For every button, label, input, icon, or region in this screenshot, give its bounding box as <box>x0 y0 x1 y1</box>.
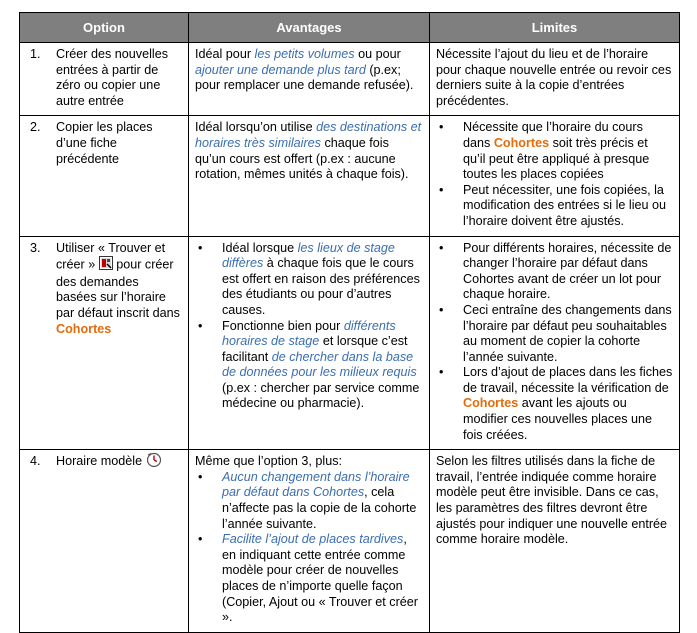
option-number: 2. <box>30 120 41 135</box>
emphasis: les petits volumes <box>254 47 355 61</box>
option-text: Utiliser « Trouver et créer » <box>56 240 166 272</box>
list-item <box>195 241 423 319</box>
bullet-icon: • <box>439 120 444 135</box>
text: (p.ex : chercher par service comme médecine ou pharmacie). <box>222 380 420 411</box>
option-cell <box>20 450 189 633</box>
list-item <box>195 319 423 413</box>
text: ou pour <box>354 47 401 61</box>
bullet-icon: • <box>439 182 444 197</box>
list-item <box>436 183 673 230</box>
emphasis: Aucun changement dans l’horaire par défaut dans Cohortes <box>222 469 410 500</box>
header-limites: Limites <box>430 13 680 43</box>
text: Pour différents horaires, nécessite de changer l’horaire par défaut dans Cohortes avant de créer un lot pour chaque horaire. <box>463 240 672 302</box>
bullet-icon: • <box>198 240 203 255</box>
header-avantages: Avantages <box>189 13 430 43</box>
bullet-icon: • <box>198 469 203 484</box>
text: Idéal lorsqu’on utilise <box>195 120 317 135</box>
text: Idéal pour <box>195 47 255 61</box>
brand-name: Cohortes <box>56 321 112 336</box>
text: , cela n’affecte pas la copie de la cohorte l’année suivante. <box>222 485 417 531</box>
table-row <box>20 450 680 633</box>
list-item <box>436 241 673 303</box>
emphasis: de chercher dans la base de données pour les milieux requis <box>222 349 417 380</box>
text: Idéal lorsque <box>222 240 298 255</box>
limits-cell <box>430 116 680 236</box>
limits-cell: Nécessite l’ajout du lieu et de l’horaire pour chaque nouvelle entrée ou revoir ces derniers suite à la copie d’entrées précédentes. <box>430 43 680 116</box>
option-text: Créer des nouvelles entrées à partir de zéro ou copier une autre entrée <box>56 47 169 108</box>
bullet-icon: • <box>439 240 444 255</box>
list-item <box>195 532 423 626</box>
text: chaque fois qu’un cours est offert (p.ex : aucune rotation, mêmes unités à chaque fois). <box>195 135 409 182</box>
option-cell <box>20 116 189 236</box>
table-row <box>20 43 680 116</box>
header-row <box>20 13 680 43</box>
emphasis: différents horaires de stage <box>222 318 396 349</box>
brand-name: Cohortes <box>463 396 519 411</box>
option-text: Copier les places d’une fiche précédente <box>56 120 153 166</box>
bullet-icon: • <box>439 365 444 380</box>
options-table <box>19 12 680 633</box>
option-number: 1. <box>30 47 41 61</box>
text: Même que l’option 3, plus: <box>195 454 343 469</box>
text: Ceci entraîne des changements dans l’horaire par défaut peu souhaitables au moment de copier la cohorte l’année suivante. <box>463 302 672 364</box>
limits-cell <box>430 236 680 450</box>
advantages-cell <box>189 236 430 450</box>
text: soit très précis et qu’il peut être appliqué à presque toutes les places copiées <box>463 135 650 182</box>
advantages-cell <box>189 116 430 236</box>
emphasis: les lieux de stage diffères <box>222 240 395 271</box>
list-item <box>436 365 673 443</box>
brand-name: Cohortes <box>493 135 550 150</box>
option-number: 4. <box>30 454 41 469</box>
template-schedule-icon <box>146 452 162 473</box>
bullet-icon: • <box>439 302 444 317</box>
option-cell <box>20 43 189 116</box>
bullet-icon: • <box>198 532 203 547</box>
text: Peut nécessiter, une fois copiées, la modification des entrées si le lieu ou l’horaire doivent être ajustés. <box>463 182 667 228</box>
emphasis: ajouter une demande plus tard <box>195 62 366 77</box>
text: (p.ex; pour remplacer une demande refusée). <box>195 62 414 93</box>
text: à chaque fois que le cours est offert en raison des préférences des étudiants ou pour d’autres causes. <box>222 256 420 317</box>
advantages-cell <box>189 43 430 116</box>
table-row <box>20 236 680 450</box>
list-item <box>195 470 423 532</box>
text: avant les ajouts ou modifier ces nouvelles places une fois créées. <box>463 396 653 442</box>
list-item <box>436 303 673 365</box>
bullet-icon: • <box>198 318 203 333</box>
list-item <box>436 120 673 182</box>
text: Fonctionne bien pour <box>222 318 344 333</box>
option-number: 3. <box>30 240 41 255</box>
text: Nécessite que l’horaire du cours dans <box>463 120 643 150</box>
advantages-cell <box>189 450 430 633</box>
header-option: Option <box>20 13 189 43</box>
text: Lors d’ajout de places dans les fiches de travail, nécessite la vérification de <box>463 365 673 395</box>
emphasis: Facilite l’ajout de places tardives <box>222 532 404 547</box>
limits-cell: Selon les filtres utilisés dans la fiche de travail, l’entrée indiquée comme horaire modèle peut être invisible. Dans ce cas, les paramètres des filtres devront être ajustés pour indiquer une nouvelle entrée comme horaire modèle. <box>430 450 680 633</box>
option-text: pour créer des demandes basées sur l’horaire par défaut inscrit dans <box>56 257 180 320</box>
find-and-create-icon <box>99 256 113 275</box>
option-text: Horaire modèle <box>56 454 143 469</box>
emphasis: des destinations et horaires très similaires <box>195 120 422 150</box>
text: et lorsque c’est facilitant <box>222 334 408 364</box>
text: , en indiquant cette entrée comme modèle pour créer de nouvelles places de n’importe quelle façon (Copier, Ajout ou « Trouver et créer ». <box>222 532 419 625</box>
option-cell <box>20 236 189 450</box>
table-row <box>20 116 680 236</box>
